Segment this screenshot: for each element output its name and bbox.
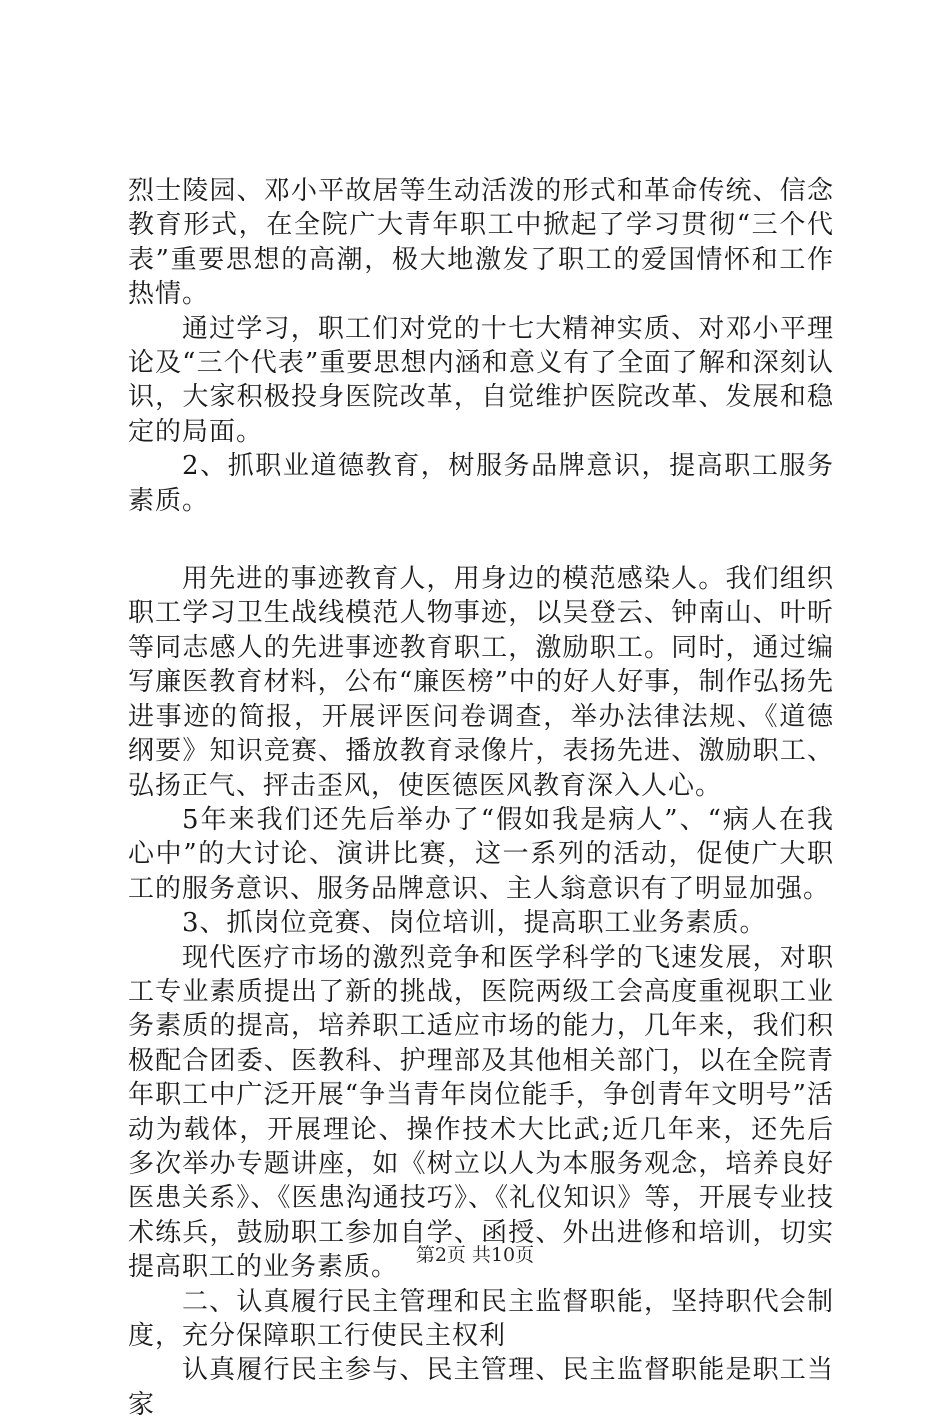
paragraph-spacer bbox=[128, 518, 834, 562]
document-body bbox=[128, 174, 834, 1422]
paragraph-continuation: 烈士陵园、邓小平故居等生动活泼的形式和革命传统、信念教育形式，在全院广大青年职工中掀起了学习贯彻“三个代表”重要思想的高潮，极大地激发了职工的爱国情怀和工作热情。 bbox=[128, 176, 834, 310]
section-heading: 3、抓岗位竞赛、岗位培训，提高职工业务素质。 bbox=[182, 908, 767, 939]
paragraph: 现代医疗市场的激烈竞争和医学科学的飞速发展，对职工专业素质提出了新的挑战，医院两级工会高度重视职工业务素质的提高，培养职工适应市场的能力，几年来，我们积极配合团委、医教科、护理部及其他相关部门，以在全院青年职工中广泛开展“争当青年岗位能手，争创青年文明号”活动为载体，开展理论、操作技术大比武;近几年来，还先后多次举办专题讲座，如《树立以人为本服务观念，培养良好医患关系》、《医患沟通技巧》、《礼仪知识》等，开展专业技术练兵，鼓励职工参加自学、函授、外出进修和培训，切实提高职工的业务素质。 bbox=[128, 942, 834, 1283]
paragraph: 认真履行民主参与、民主管理、民主监督职能是职工当家 bbox=[128, 1355, 834, 1420]
page-footer: 第2页 共10页 bbox=[415, 1244, 535, 1266]
paragraph: 5年来我们还先后举办了“假如我是病人”、“病人在我心中”的大讨论、演讲比赛，这一系列的活动，促使广大职工的服务意识、服务品牌意识、主人翁意识有了明显加强。 bbox=[128, 804, 834, 904]
paragraph: 通过学习，职工们对党的十七大精神实质、对邓小平理论及“三个代表”重要思想内涵和意义有了全面了解和深刻认识，大家积极投身医院改革，自觉维护医院改革、发展和稳定的局面。 bbox=[128, 313, 834, 447]
paragraph: 用先进的事迹教育人，用身边的模范感染人。我们组织职工学习卫生战线模范人物事迹，以吴登云、钟南山、叶昕等同志感人的先进事迹教育职工，激励职工。同时，通过编写廉医教育材料，公布“廉医榜”中的好人好事，制作弘扬先进事迹的简报，开展评医问卷调查，举办法律法规、《道德纲要》知识竞赛、播放教育录像片，表扬先进、激励职工、弘扬正气、抨击歪风，使医德医风教育深入人心。 bbox=[128, 564, 834, 801]
section-heading: 2、抓职业道德教育，树服务品牌意识，提高职工服务素质。 bbox=[128, 451, 834, 516]
section-heading: 二、认真履行民主管理和民主监督职能，坚持职代会制度，充分保障职工行使民主权利 bbox=[128, 1286, 834, 1351]
